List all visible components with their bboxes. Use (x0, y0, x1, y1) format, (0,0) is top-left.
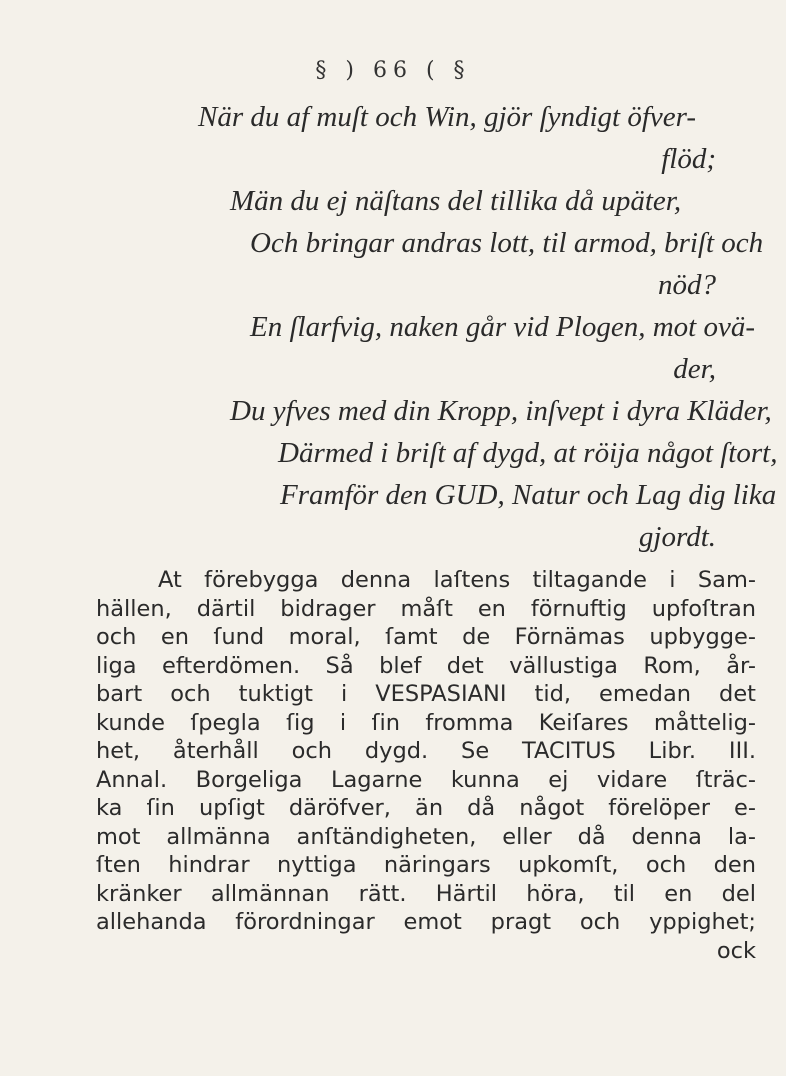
prose-line: Annal. Borgeliga Lagarne kunna ej vidare ſträc- (96, 766, 756, 793)
prose-line: At förebygga denna laſtens tiltagande i Sam- (158, 567, 756, 593)
poem-line: När du af muſt och Win, gjör ſyndigt öfver- (198, 101, 697, 133)
poem-line: flöd; (661, 143, 716, 175)
prose-line: mot allmänna anſtändigheten, eller då denna la- (96, 823, 756, 850)
prose-line: allehanda förordningar emot pragt och yppighet; (96, 909, 756, 935)
prose-line: bart och tuktigt i VESPASIANI tid, emedan det (96, 681, 756, 707)
poem-line: Därmed i briſt af dygd, at röija något ſtort, (278, 437, 778, 469)
poem-line: der, (673, 353, 716, 385)
poem-line: Och bringar andras lott, til armod, briſt och (250, 227, 764, 259)
poem-line: gjordt. (638, 521, 716, 553)
poem-line: En ſlarfvig, naken går vid Plogen, mot ovä- (250, 311, 755, 343)
prose-line: ſten hindrar nyttiga näringars upkomſt, och den (96, 852, 756, 878)
poem-line: nöd? (658, 269, 716, 301)
prose-line: kränker allmännan rätt. Härtil höra, til en del (96, 880, 756, 907)
prose-line: kunde ſpegla ſig i ſin fromma Keiſares måttelig- (96, 709, 756, 736)
page-header: § ) 66 ( § (315, 58, 471, 83)
catchword: ock (716, 937, 756, 964)
prose-line: liga efterdömen. Så blef det vällustiga Rom, år- (96, 652, 756, 679)
poem-line: Du yfves med din Kropp, inſvept i dyra Kläder, (230, 395, 772, 427)
prose-line: ka ſin upſigt däröfver, än då något förelöper e- (96, 795, 756, 821)
prose-line: het, återhåll och dygd. Se TACITUS Libr. III. (96, 738, 756, 764)
poem-block (150, 96, 778, 558)
poem-line: Män du ej näſtans del tillika då upäter, (230, 185, 682, 217)
prose-line: och en ſund moral, ſamt de Förnämas upbygge- (96, 624, 756, 650)
prose-paragraph (96, 566, 756, 965)
prose-line: hällen, därtil bidrager måſt en förnuftig upfoſtran (96, 595, 756, 622)
poem-line: Framför den GUD, Natur och Lag dig lika (280, 479, 777, 511)
